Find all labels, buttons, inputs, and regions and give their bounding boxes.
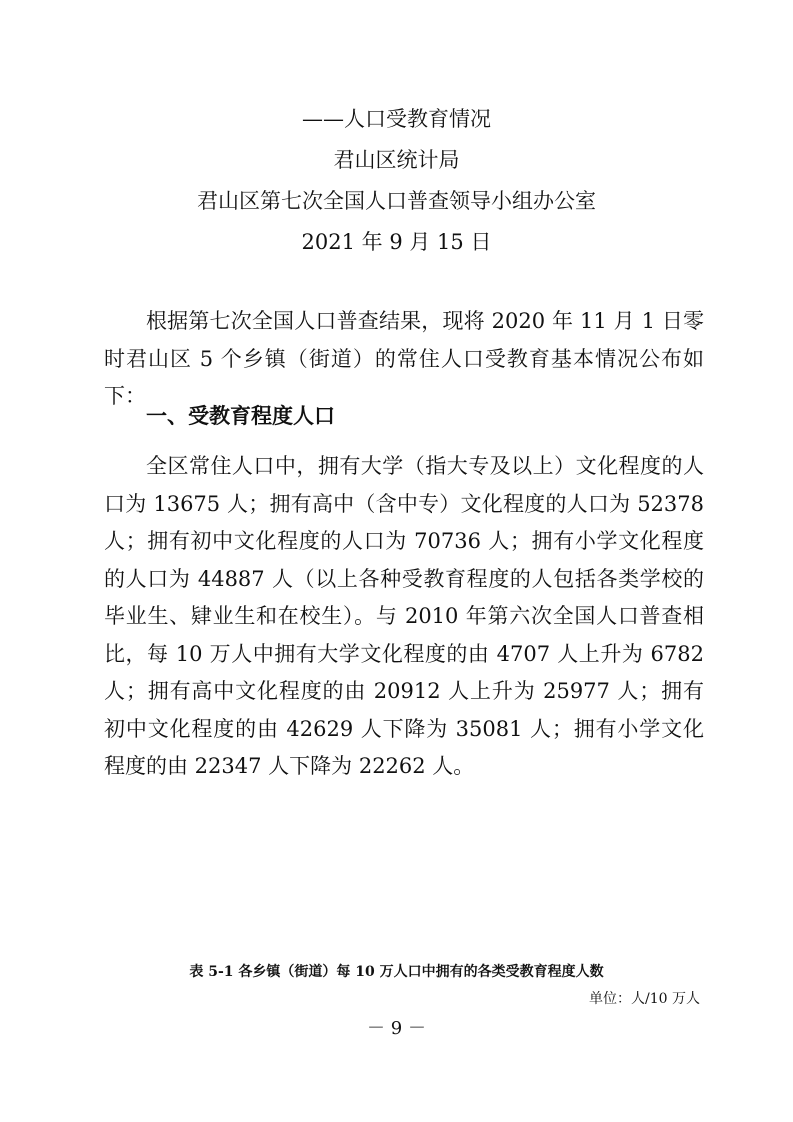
- document-subtitle: ——人口受教育情况: [302, 107, 491, 131]
- intro-paragraph: 根据第七次全国人口普查结果，现将 2020 年 11 月 1 日零时君山区 5 个乡镇（街道）的常住人口受教育基本情况公布如下：: [104, 309, 704, 408]
- publication-date: 2021 年 9 月 15 日: [301, 230, 492, 254]
- table-caption: 表 5-1 各乡镇（街道）每 10 万人口中拥有的各类受教育程度人数: [189, 964, 604, 980]
- table-unit-label: 单位：人/10 万人: [589, 991, 700, 1007]
- issuing-organization: 君山区统计局: [333, 148, 460, 172]
- section-paragraph: 全区常住人口中，拥有大学（指大专及以上）文化程度的人口为 13675 人；拥有高中（含中专）文化程度的人口为 52378 人；拥有初中文化程度的人口为 70736 人；拥有小学文化程度的人口为 44887 人（以上各种受教育程度的人包括各类学校的毕业生、肄业生和在校生）。与 2010 年第六次全国人口普查相比，每 10 万人中拥有大学文化程度的由 4707 人上升为 6782 人；拥有高中文化程度的由 20912 人上升为 25977 人；拥有初中文化程度的由 42629 人下降为 35081 人；拥有小学文化程度的由 22347 人下降为 22262 人。: [104, 454, 704, 778]
- section-heading: 一、受教育程度人口: [146, 404, 335, 428]
- page-number: － 9 －: [367, 1018, 426, 1039]
- issuing-office: 君山区第七次全国人口普查领导小组办公室: [197, 189, 596, 213]
